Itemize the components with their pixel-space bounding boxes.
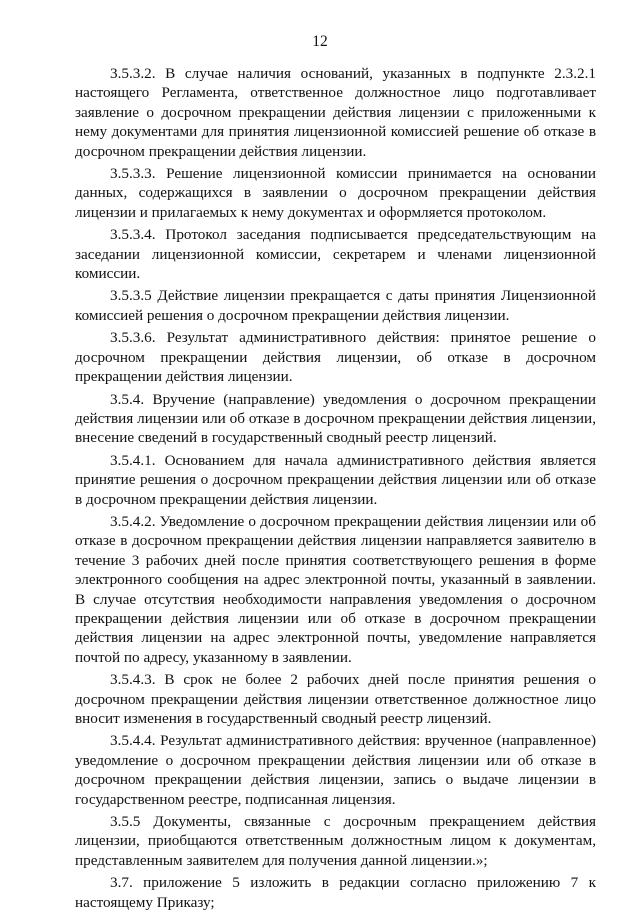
paragraph-3-5-4-1: 3.5.4.1. Основанием для начала административного действия является принятие решения о досрочном прекращении действия лицензии или об отказе в досрочном прекращении действия лицензии. xyxy=(75,451,596,508)
paragraph-3-5-3-3: 3.5.3.3. Решение лицензионной комиссии принимается на основании данных, содержащихся в заявлении о досрочном прекращении действия лицензии и прилагаемых к нему документах и оформляется протоколом. xyxy=(75,165,596,221)
paragraph-3-5-3-5: 3.5.3.5 Действие лицензии прекращается с даты принятия Лицензионной комиссией решения о досрочном прекращении действия лицензии. xyxy=(75,287,596,324)
paragraph-3-5-4-2: 3.5.4.2. Уведомление о досрочном прекращении действия лицензии или об отказе в досрочном прекращении действия лицензии направляется заявителю в течение 3 рабочих дней после принятия соответствующего решения в форме электронного сообщения на адрес электронной почты, указанный в заявлении. В случае отсутствия необходимости направления уведомления о досрочном прекращении действия лицензии или об отказе в досрочном прекращении действия лицензии на адрес электронной почты, уведомление направляется почтой по адресу, указанному в заявлении. xyxy=(75,512,596,666)
document-body xyxy=(75,64,596,915)
paragraph-3-5-3-4: 3.5.3.4. Протокол заседания подписывается председательствующим на заседании лицензионной комиссии, секретарем и членами лицензионной комиссии. xyxy=(75,226,596,283)
paragraph-3-5-3-2: 3.5.3.2. В случае наличия оснований, указанных в подпункте 2.3.2.1 настоящего Регламента, ответственное должностное лицо подготавливает заявление о досрочном прекращении действия лицензии с приложенными к нему документами для принятия лицензионной комиссией решение об отказе в досрочном прекращении действия лицензии. xyxy=(75,65,596,160)
paragraph-3-5-4-3: 3.5.4.3. В срок не более 2 рабочих дней после принятия решения о досрочном прекращении действия лицензии ответственное должностное лицо вносит изменения в государственный сводный реестр лицензий. xyxy=(75,671,596,727)
paragraph-3-7: 3.7. приложение 5 изложить в редакции согласно приложению 7 к настоящему Приказу; xyxy=(75,874,596,911)
page-number: 12 xyxy=(312,33,328,50)
paragraph-3-5-5: 3.5.5 Документы, связанные с досрочным прекращением действия лицензии, приобщаются ответственным должностным лицом к документам, представленным заявителем для получения данной лицензии.»; xyxy=(75,813,596,869)
paragraph-3-5-3-6: 3.5.3.6. Результат административного действия: принятое решение о досрочном прекращении действия лицензии, об отказе в досрочном прекращении действия лицензии. xyxy=(75,329,596,386)
paragraph-3-5-4-4: 3.5.4.4. Результат административного действия: врученное (направленное) уведомление о досрочном прекращении действия лицензии или об отказе в досрочном прекращении действия лицензии, запись о выдаче лицензии в государственном реестре, подписанная лицензия. xyxy=(75,732,596,808)
paragraph-3-5-4: 3.5.4. Вручение (направление) уведомления о досрочном прекращении действия лицензии или об отказе в досрочном прекращении действия лицензии, внесение сведений в государственный сводный реестр лицензий. xyxy=(75,390,596,447)
